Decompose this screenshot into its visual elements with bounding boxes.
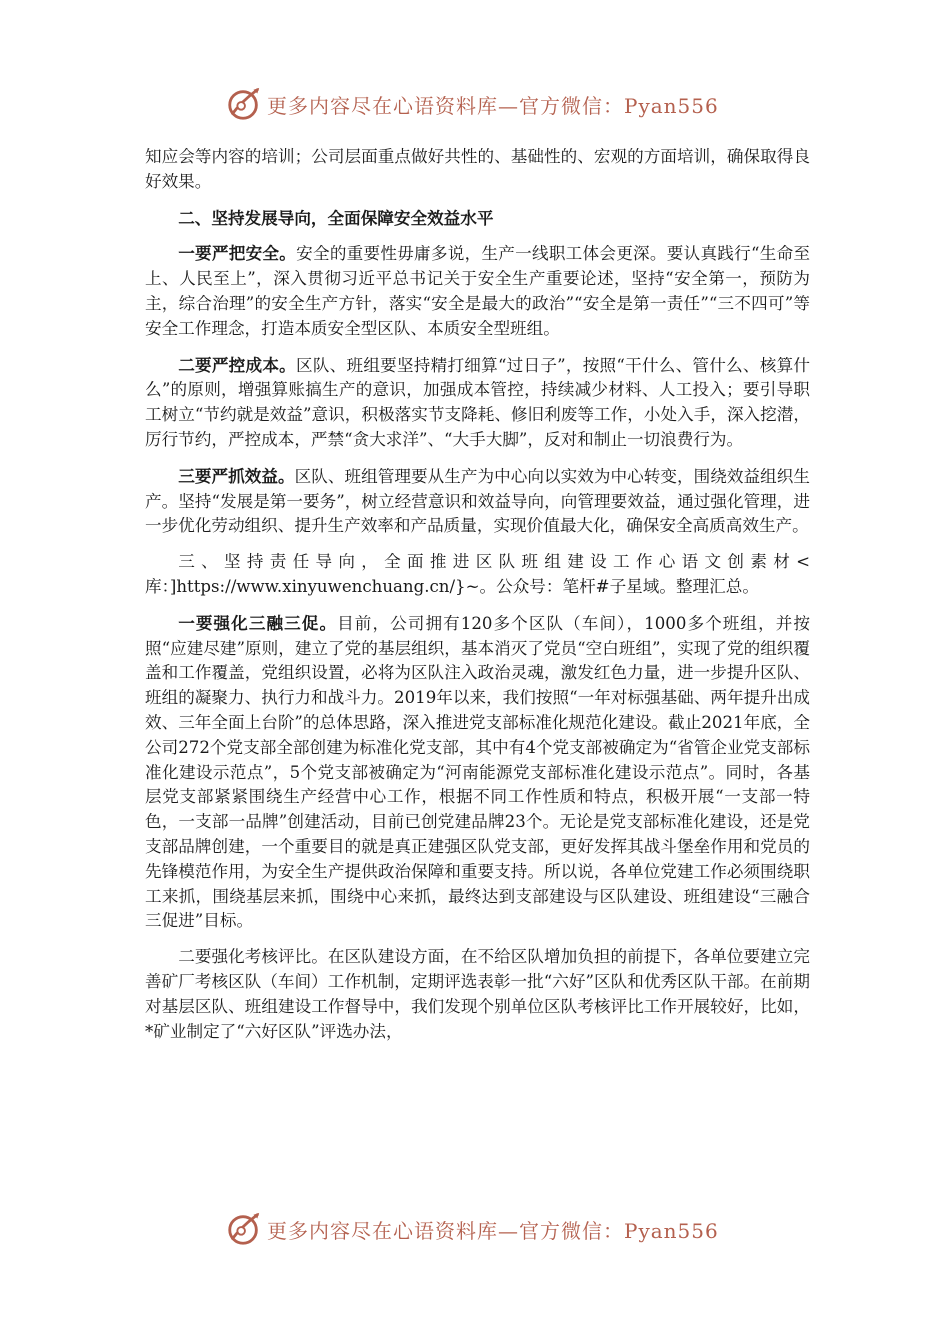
paragraph-5 (145, 611, 810, 934)
pen-swirl-logo-icon (225, 1210, 263, 1248)
paragraph-3-lead: 三要严抓效益。 (178, 465, 295, 486)
header-banner-text: 更多内容尽在心语资料库—官方微信：Pyan556 (267, 93, 719, 118)
header-banner (225, 84, 719, 124)
section-heading-3-line-1: 三、坚持责任导向，全面推进区队班组建设工作心语文创素材< (178, 552, 810, 572)
section-heading-3-line-2: 库：]https://www.xinyuwenchuang.cn/}~。公众号：笔杆#子星域。整理汇总。 (145, 576, 759, 596)
footer-banner-text: 更多内容尽在心语资料库—官方微信：Pyan556 (267, 1218, 719, 1243)
paragraph-1-text: 安全的重要性毋庸多说，生产一线职工体会更深。要认真践行“生命至上、人民至上”，深入贯彻习近平总书记关于安全生产重要论述，坚持“安全第一，预防为主，综合治理”的安全生产方针，落实“安全是最大的政治”“安全是第一责任”“三不四可”等安全工作理念，打造本质安全型区队、本质安全型班组。 (145, 244, 811, 338)
footer-banner (225, 1209, 719, 1249)
paragraph-1 (145, 241, 810, 341)
paragraph-5-lead: 一要强化三融三促。 (178, 612, 338, 633)
paragraph-6: 二要强化考核评比。在区队建设方面，在不给区队增加负担的前提下，各单位要建立完善矿厂考核区队（车间）工作机制，定期评选表彰一批“六好”区队和优秀区队干部。在前期对基层区队、班组建设工作督导中，我们发现个别单位区队考核评比工作开展较好，比如，*矿业制定了“六好区队”评选办法， (145, 947, 810, 1041)
paragraph-0: 知应会等内容的培训；公司层面重点做好共性的、基础性的、宏观的方面培训，确保取得良好效果。 (145, 147, 810, 191)
paragraph-1-lead: 一要严把安全。 (178, 243, 297, 264)
paragraph-5-text: 目前，公司拥有120多个区队（车间），1000多个班组，并按照“应建尽建”原则，建立了党的基层组织，基本消灭了党员“空白班组”，实现了党的组织覆盖和工作覆盖，党组织设置，必将为区队注入政治灵魂，激发红色力量，进一步提升区队、班组的凝聚力、执行力和战斗力。2019年以来，我们按照“一年对标强基础、两年提升出成效、三年全面上台阶”的总体思路，深入推进党支部标准化规范化建设。截止2021年底，全公司272个党支部全部创建为标准化党支部，其中有4个党支部被确定为“省管企业党支部标准化建设示范点”，5个党支部被确定为“河南能源党支部标准化建设示范点”。同时，各基层党支部紧紧围绕生产经营中心工作，根据不同工作性质和特点，积极开展“一支部一特色，一支部一品牌”创建活动，目前已创党建品牌23个。无论是党支部标准化建设，还是党支部品牌创建，一个重要目的就是真正建强区队党支部，更好发挥其战斗堡垒作用和党员的先锋模范作用，为安全生产提供政治保障和重要支持。所以说，各单位党建工作必须围绕职工来抓，围绕基层来抓，围绕中心来抓，最终达到支部建设与区队建设、班组建设“三融合三促进”目标。 (145, 613, 810, 931)
section-heading-2: 二、坚持发展导向，全面保障安全效益水平 (178, 207, 494, 228)
paragraph-2 (145, 353, 810, 453)
paragraph-2-text: 区队、班组要坚持精打细算“过日子”，按照“干什么、管什么、核算什么”的原则，增强算账搞生产的意识，加强成本管控，持续减少材料、人工投入；要引导职工树立“节约就是效益”意识，积极落实节支降耗、修旧利废等工作，小处入手，深入挖潜，厉行节约，严控成本，严禁“贪大求洋”、“大手大脚”，反对和制止一切浪费行为。 (145, 355, 810, 449)
paragraph-2-lead: 二要严控成本。 (178, 354, 296, 375)
paragraph-3-text: 区队、班组管理要从生产为中心向以实效为中心转变，围绕效益组织生产。坚持“发展是第一要务”，树立经营意识和效益导向，向管理要效益，通过强化管理，进一步优化劳动组织、提升生产效率和产品质量，实现价值最大化，确保安全高质高效生产。 (145, 466, 811, 536)
paragraph-3 (145, 464, 810, 539)
document-body (145, 145, 810, 1044)
pen-swirl-logo-icon (225, 85, 263, 123)
